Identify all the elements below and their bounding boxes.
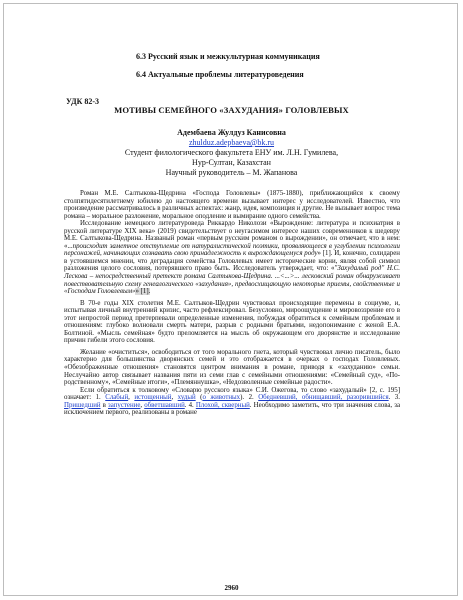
paragraph-3: В 70-е годы XIX столетия М.Е. Салтыков-Щедрин чувствовал происходящие перемены в социуме, и, испытывая личный внутренний кризис, часто рефлексировал. Безусловно, мироощущение и мировоззрение его в этот непростой период претерпевали определенные изменения, побуждая обратиться к семейным проблемам и отношениям: глубоко волновали смерть матери, разрыв с родными братьями, недопонимание с женой Е.А. Болтиной. «Мысль семейная» будто преломляется на мысль об окружающем его дворянстве и исследование причин гибели этого сословия. bbox=[64, 299, 400, 345]
dict-link-3[interactable]: худый bbox=[177, 394, 196, 402]
separator: . 3. bbox=[388, 394, 400, 402]
separator: ( bbox=[195, 394, 203, 402]
separator: , bbox=[140, 401, 145, 409]
author-affiliation: Студент филологического факультета ЕНУ им. Л.Н. Гумилева, bbox=[124, 148, 339, 157]
paragraph-1: Роман М.Е. Салтыкова-Щедрина «Господа Головлевы» (1875-1880), приближающийся к своему столпятидесятилетнему юбилею до настоящего времени вызывает интерес у исследователей. Известно, что произведение рассматривалось в различных аспектах: жанр, идея, композиция и другие. Не вызывает вопрос тема романа – моральное разложение, моральное оподление и вымирание одного семейства. bbox=[64, 190, 400, 220]
paragraph-2-text-b: » [1]. И, конечно, солидарен в устоявшемся мнении, что деградация семейства Головлевых имеет исторические корни, являя собой символ разложения целого сословия, потерявшего право быть. Исследователь утверждает, что: « bbox=[64, 250, 400, 273]
dict-link-6[interactable]: Пришедший bbox=[64, 401, 101, 409]
author-name: Адембаева Жулдуз Канисовна bbox=[177, 128, 286, 137]
dict-link-2[interactable]: истощенный bbox=[134, 394, 172, 402]
paragraph-2-quote-1: происходит заметное отступление от натуралистической поэтики, проявляющееся в углублении психологии персонажей, начинающих сознавать свою принадлежность к вырождающемуся роду bbox=[64, 242, 400, 258]
paragraph-2-quote-2: "Захудалый род" Н.С. Лескова – непосредственный претекст романа Салтыкова-Щедрина. ...<...>... лесковский роман обнаруживает повествовательную схему генеалогического «захудания», предвосхищающую некоторые приемы, свойственные и «Господам Головлевым» bbox=[64, 265, 400, 296]
dict-link-1[interactable]: Слабый bbox=[105, 394, 129, 402]
separator: , bbox=[171, 394, 178, 402]
section-heading-2: 6.4 Актуальные проблемы литературоведения bbox=[136, 70, 304, 79]
section-heading-1: 6.3 Русский язык и межкультурная коммуникация bbox=[136, 52, 320, 61]
page-number: 2960 bbox=[224, 584, 239, 592]
author-email-line bbox=[4, 138, 459, 147]
supervisor: Научный руководитель – М. Жапанова bbox=[165, 168, 298, 177]
article-body bbox=[64, 190, 400, 417]
dict-link-8[interactable]: обветшавший bbox=[144, 401, 185, 409]
dict-link-4[interactable]: о животных bbox=[202, 394, 241, 402]
dict-link-5[interactable]: Обедневший, обнищавший, разорившийся bbox=[258, 394, 389, 402]
separator: . 4. bbox=[184, 401, 196, 409]
paragraph-5-text-b: . Необходимо заметить, что три значения слова, за исключением первого, реализованы в романе bbox=[64, 401, 401, 417]
paragraph-2 bbox=[64, 220, 400, 295]
udk-code: УДК 82-3 bbox=[66, 97, 100, 106]
paragraph-5-text: Если обратиться к толковому «Словарю русского языка» С.И. Ожегова, то слово «захудалый» [2, с. 195] означает: 1. bbox=[64, 386, 400, 402]
paragraph-2-ref: » [1]. bbox=[135, 288, 151, 296]
author-city: Нур-Султан, Казахстан bbox=[192, 158, 271, 167]
dict-link-7[interactable]: запустение bbox=[108, 401, 141, 409]
author-email-link[interactable]: zhulduz.adepbaeva@bk.ru bbox=[188, 138, 275, 147]
dict-link-9[interactable]: Плохой, скверный bbox=[195, 401, 250, 409]
article-title: МОТИВЫ СЕМЕЙНОГО «ЗАХУДАНИЯ» ГОЛОВЛЕВЫХ bbox=[114, 105, 349, 115]
separator: ). 2. bbox=[240, 394, 259, 402]
separator: в bbox=[100, 401, 109, 409]
document-page bbox=[3, 3, 458, 596]
paragraph-2-text: Исследование немецкого литературоведа Риккардо Николози «Вырождение: литература и психиатрия в русской литературе XIX века» (2019) свидетельствует о неугасимом интересе наших современников к шедевру М.Е. Салтыкова-Щедрина. Названый роман «первым русским романом о вырождении», он отмечает, что в нем: «... bbox=[64, 220, 400, 250]
paragraph-5 bbox=[64, 387, 400, 417]
separator: , bbox=[128, 394, 135, 402]
paragraph-4: Желание «очиститься», освободиться от того морального гнета, который чувствовал лично писатель, было характерно для большинства дворянских семей и это отображается в очерках о господах Головлевых. «Обезображенные отношения» становятся центром внимания в романе, приводя к «захуданию» семьи. Неслучайно автор связывает названия пяти из семи глав с семейными отношениями: «Семейный суд», «По-родственному», «Семейные итоги», «Племяннушка», «Недозволенные семейные радости». bbox=[64, 348, 400, 387]
